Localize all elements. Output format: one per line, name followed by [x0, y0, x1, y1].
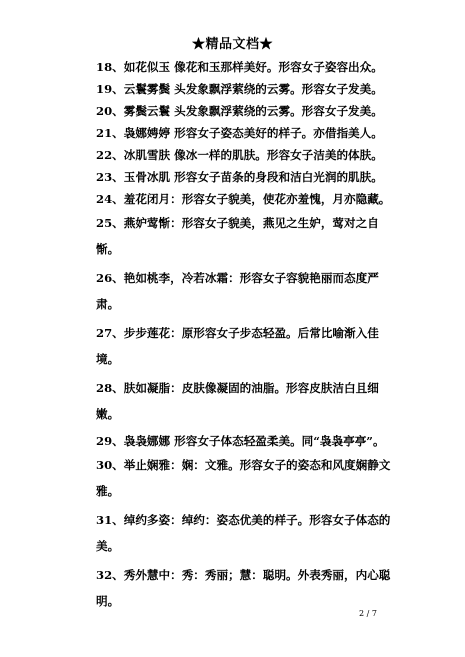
idiom-entry-28: 28、肤如凝脂：皮肤像凝固的油脂。形容皮肤洁白且细嫩。	[96, 381, 379, 421]
idiom-entry-30: 30、举止娴雅：娴：文雅。形容女子的姿态和风度娴静文雅。	[96, 458, 391, 498]
idiom-entry-19: 19、云鬟雾鬓 头发象飘浮萦绕的云雾。形容女子发美。	[96, 82, 383, 96]
idiom-entry-27: 27、步步莲花：原形容女子步态轻盈。后常比喻渐入佳境。	[96, 326, 379, 366]
idiom-entry-24: 24、羞花闭月：形容女子貌美，使花亦羞愧，月亦隐藏。	[96, 192, 391, 206]
idiom-entry-20: 20、雾鬓云鬟 头发象飘浮萦绕的云雾。形容女子发美。	[96, 104, 383, 118]
idiom-entry-23: 23、玉骨冰肌 形容女子苗条的身段和洁白光润的肌肤。	[96, 170, 383, 184]
idiom-entry-31: 31、绰约多姿：绰约：姿态优美的样子。形容女子体态的美。	[96, 513, 391, 553]
idiom-entry-18: 18、如花似玉 像花和玉那样美好。形容女子姿容出众。	[96, 60, 383, 74]
page-number: 2 / 7	[359, 609, 377, 618]
idiom-entry-22: 22、冰肌雪肤 像冰一样的肌肤。形容女子洁美的体肤。	[96, 148, 383, 162]
idiom-entry-32: 32、秀外慧中：秀：秀丽；慧：聪明。外表秀丽，内心聪明。	[96, 568, 391, 608]
idiom-list	[96, 56, 396, 614]
idiom-entry-29: 29、袅袅娜娜 形容女子体态轻盈柔美。同“袅袅亭亭”。	[96, 434, 385, 448]
document-header: ★精品文档★	[191, 37, 273, 52]
idiom-entry-21: 21、袅娜娉婷 形容女子姿态美好的样子。亦借指美人。	[96, 126, 383, 140]
idiom-entry-25: 25、燕妒莺惭：形容女子貌美，燕见之生妒，莺对之自惭。	[96, 216, 379, 256]
idiom-entry-26: 26、艳如桃李，冷若冰霜：形容女子容貌艳丽而态度严肃。	[96, 271, 379, 311]
